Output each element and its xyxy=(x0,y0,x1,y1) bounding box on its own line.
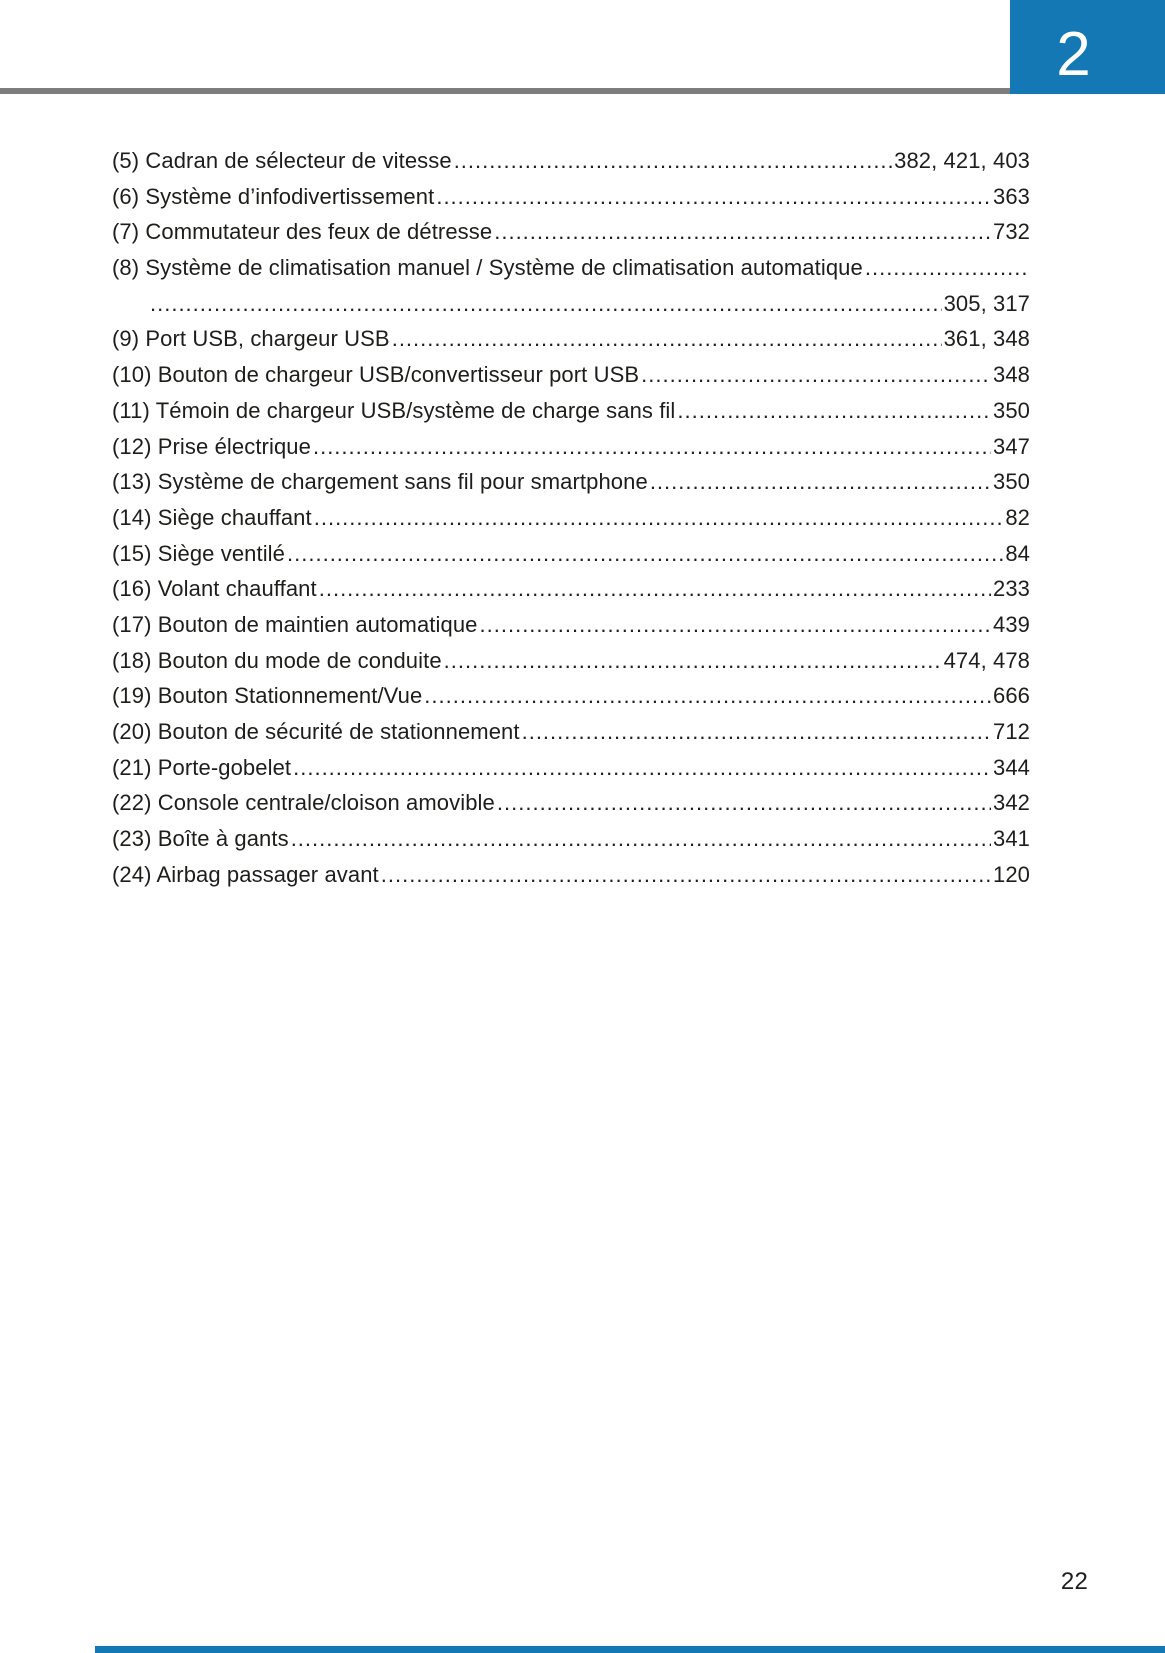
toc-entry-pages: 233 xyxy=(992,576,1030,602)
toc-entry-pages: 341 xyxy=(992,826,1030,852)
toc-entry-label: (7) Commutateur des feux de détresse xyxy=(112,219,493,245)
dot-leader xyxy=(480,612,991,638)
toc-entry-pages: 439 xyxy=(992,611,1030,637)
toc-entry xyxy=(112,612,1030,648)
dot-leader xyxy=(293,755,991,781)
toc-entry xyxy=(112,219,1030,255)
toc-entry xyxy=(112,362,1030,398)
toc-entry-pages: 305, 317 xyxy=(943,290,1030,316)
header-rule xyxy=(0,88,1165,94)
dot-leader xyxy=(677,398,991,424)
toc-entry-label: (14) Siège chauffant xyxy=(112,504,312,530)
toc-entry xyxy=(112,648,1030,684)
toc-entry-pages: 120 xyxy=(992,861,1030,887)
toc-entry xyxy=(112,683,1030,719)
toc-entry-label: (18) Bouton du mode de conduite xyxy=(112,647,442,673)
toc-entry-label: (13) Système de chargement sans fil pour smartphone xyxy=(112,469,648,495)
toc-entry-label: (16) Volant chauffant xyxy=(112,576,317,602)
toc-entry-label: (10) Bouton de chargeur USB/convertisseur port USB xyxy=(112,362,640,388)
toc-entry-pages: 363 xyxy=(992,183,1030,209)
toc-entry-pages: 350 xyxy=(992,397,1030,423)
toc-entry-pages: 382, 421, 403 xyxy=(894,148,1030,173)
toc-entry xyxy=(112,184,1030,220)
dot-leader xyxy=(392,326,942,352)
toc-entry-pages: 342 xyxy=(992,790,1030,816)
toc-entry-label: (8) Système de climatisation manuel / Système de climatisation automatique xyxy=(112,255,863,281)
toc-entry xyxy=(112,826,1030,862)
toc-entry-pages: 344 xyxy=(992,754,1030,780)
toc-entry-pages: 82 xyxy=(1005,504,1030,530)
toc-entry xyxy=(112,505,1030,541)
toc-entry-pages: 84 xyxy=(1005,540,1030,566)
toc-entry-label: (9) Port USB, chargeur USB xyxy=(112,326,390,352)
toc-entry-label: (20) Bouton de sécurité de stationnement xyxy=(112,719,520,744)
dot-leader xyxy=(454,148,892,174)
toc-entry-pages: 712 xyxy=(992,719,1030,744)
dot-leader xyxy=(494,219,991,245)
dot-leader xyxy=(497,790,991,816)
dot-leader xyxy=(865,255,1028,281)
toc-entry-pages: 350 xyxy=(992,469,1030,495)
toc-entry xyxy=(112,862,1030,898)
toc-entry xyxy=(112,469,1030,505)
toc-entry xyxy=(112,398,1030,434)
dot-leader xyxy=(291,826,991,852)
table-of-contents xyxy=(112,148,1030,897)
dot-leader xyxy=(381,862,991,888)
chapter-tab xyxy=(1010,0,1165,94)
toc-entry-pages: 348 xyxy=(992,362,1030,388)
dot-leader xyxy=(424,683,991,709)
toc-entry-pages: 361, 348 xyxy=(943,326,1030,352)
toc-entry xyxy=(112,755,1030,791)
toc-entry xyxy=(112,326,1030,362)
dot-leader xyxy=(150,291,942,317)
toc-entry-continuation xyxy=(112,291,1030,327)
toc-entry-label: (23) Boîte à gants xyxy=(112,826,289,852)
toc-entry xyxy=(112,434,1030,470)
toc-entry-pages: 347 xyxy=(992,433,1030,459)
dot-leader xyxy=(436,184,991,210)
toc-entry xyxy=(112,255,1030,291)
toc-entry-label: (6) Système d’infodivertissement xyxy=(112,183,435,209)
dot-leader xyxy=(522,719,991,745)
dot-leader xyxy=(650,469,991,495)
toc-entry-pages: 474, 478 xyxy=(943,647,1030,673)
toc-entry-label: (15) Siège ventilé xyxy=(112,540,286,566)
toc-entry-label: (17) Bouton de maintien automatique xyxy=(112,611,478,637)
toc-entry-pages: 666 xyxy=(992,683,1030,709)
dot-leader xyxy=(287,541,1003,567)
toc-entry-label: (24) Airbag passager avant xyxy=(112,861,379,887)
toc-entry xyxy=(112,541,1030,577)
toc-entry-label: (11) Témoin de chargeur USB/système de charge sans fil xyxy=(112,397,676,423)
dot-leader xyxy=(444,648,942,674)
toc-entry-pages: 732 xyxy=(992,219,1030,245)
dot-leader xyxy=(313,434,991,460)
toc-entry xyxy=(112,790,1030,826)
toc-entry xyxy=(112,719,1030,755)
toc-entry-label: (21) Porte-gobelet xyxy=(112,754,292,780)
toc-entry-label: (22) Console centrale/cloison amovible xyxy=(112,790,495,816)
toc-entry-label: (5) Cadran de sélecteur de vitesse xyxy=(112,148,452,173)
footer-accent-bar xyxy=(95,1646,1165,1653)
chapter-number: 2 xyxy=(1056,20,1091,89)
dot-leader xyxy=(641,362,991,388)
dot-leader xyxy=(319,576,991,602)
toc-entry xyxy=(112,148,1030,184)
toc-entry-label: (12) Prise électrique xyxy=(112,433,311,459)
dot-leader xyxy=(314,505,1004,531)
toc-entry xyxy=(112,576,1030,612)
page-number: 22 xyxy=(1060,1568,1088,1595)
toc-entry-label: (19) Bouton Stationnement/Vue xyxy=(112,683,423,709)
page-header xyxy=(0,0,1165,95)
